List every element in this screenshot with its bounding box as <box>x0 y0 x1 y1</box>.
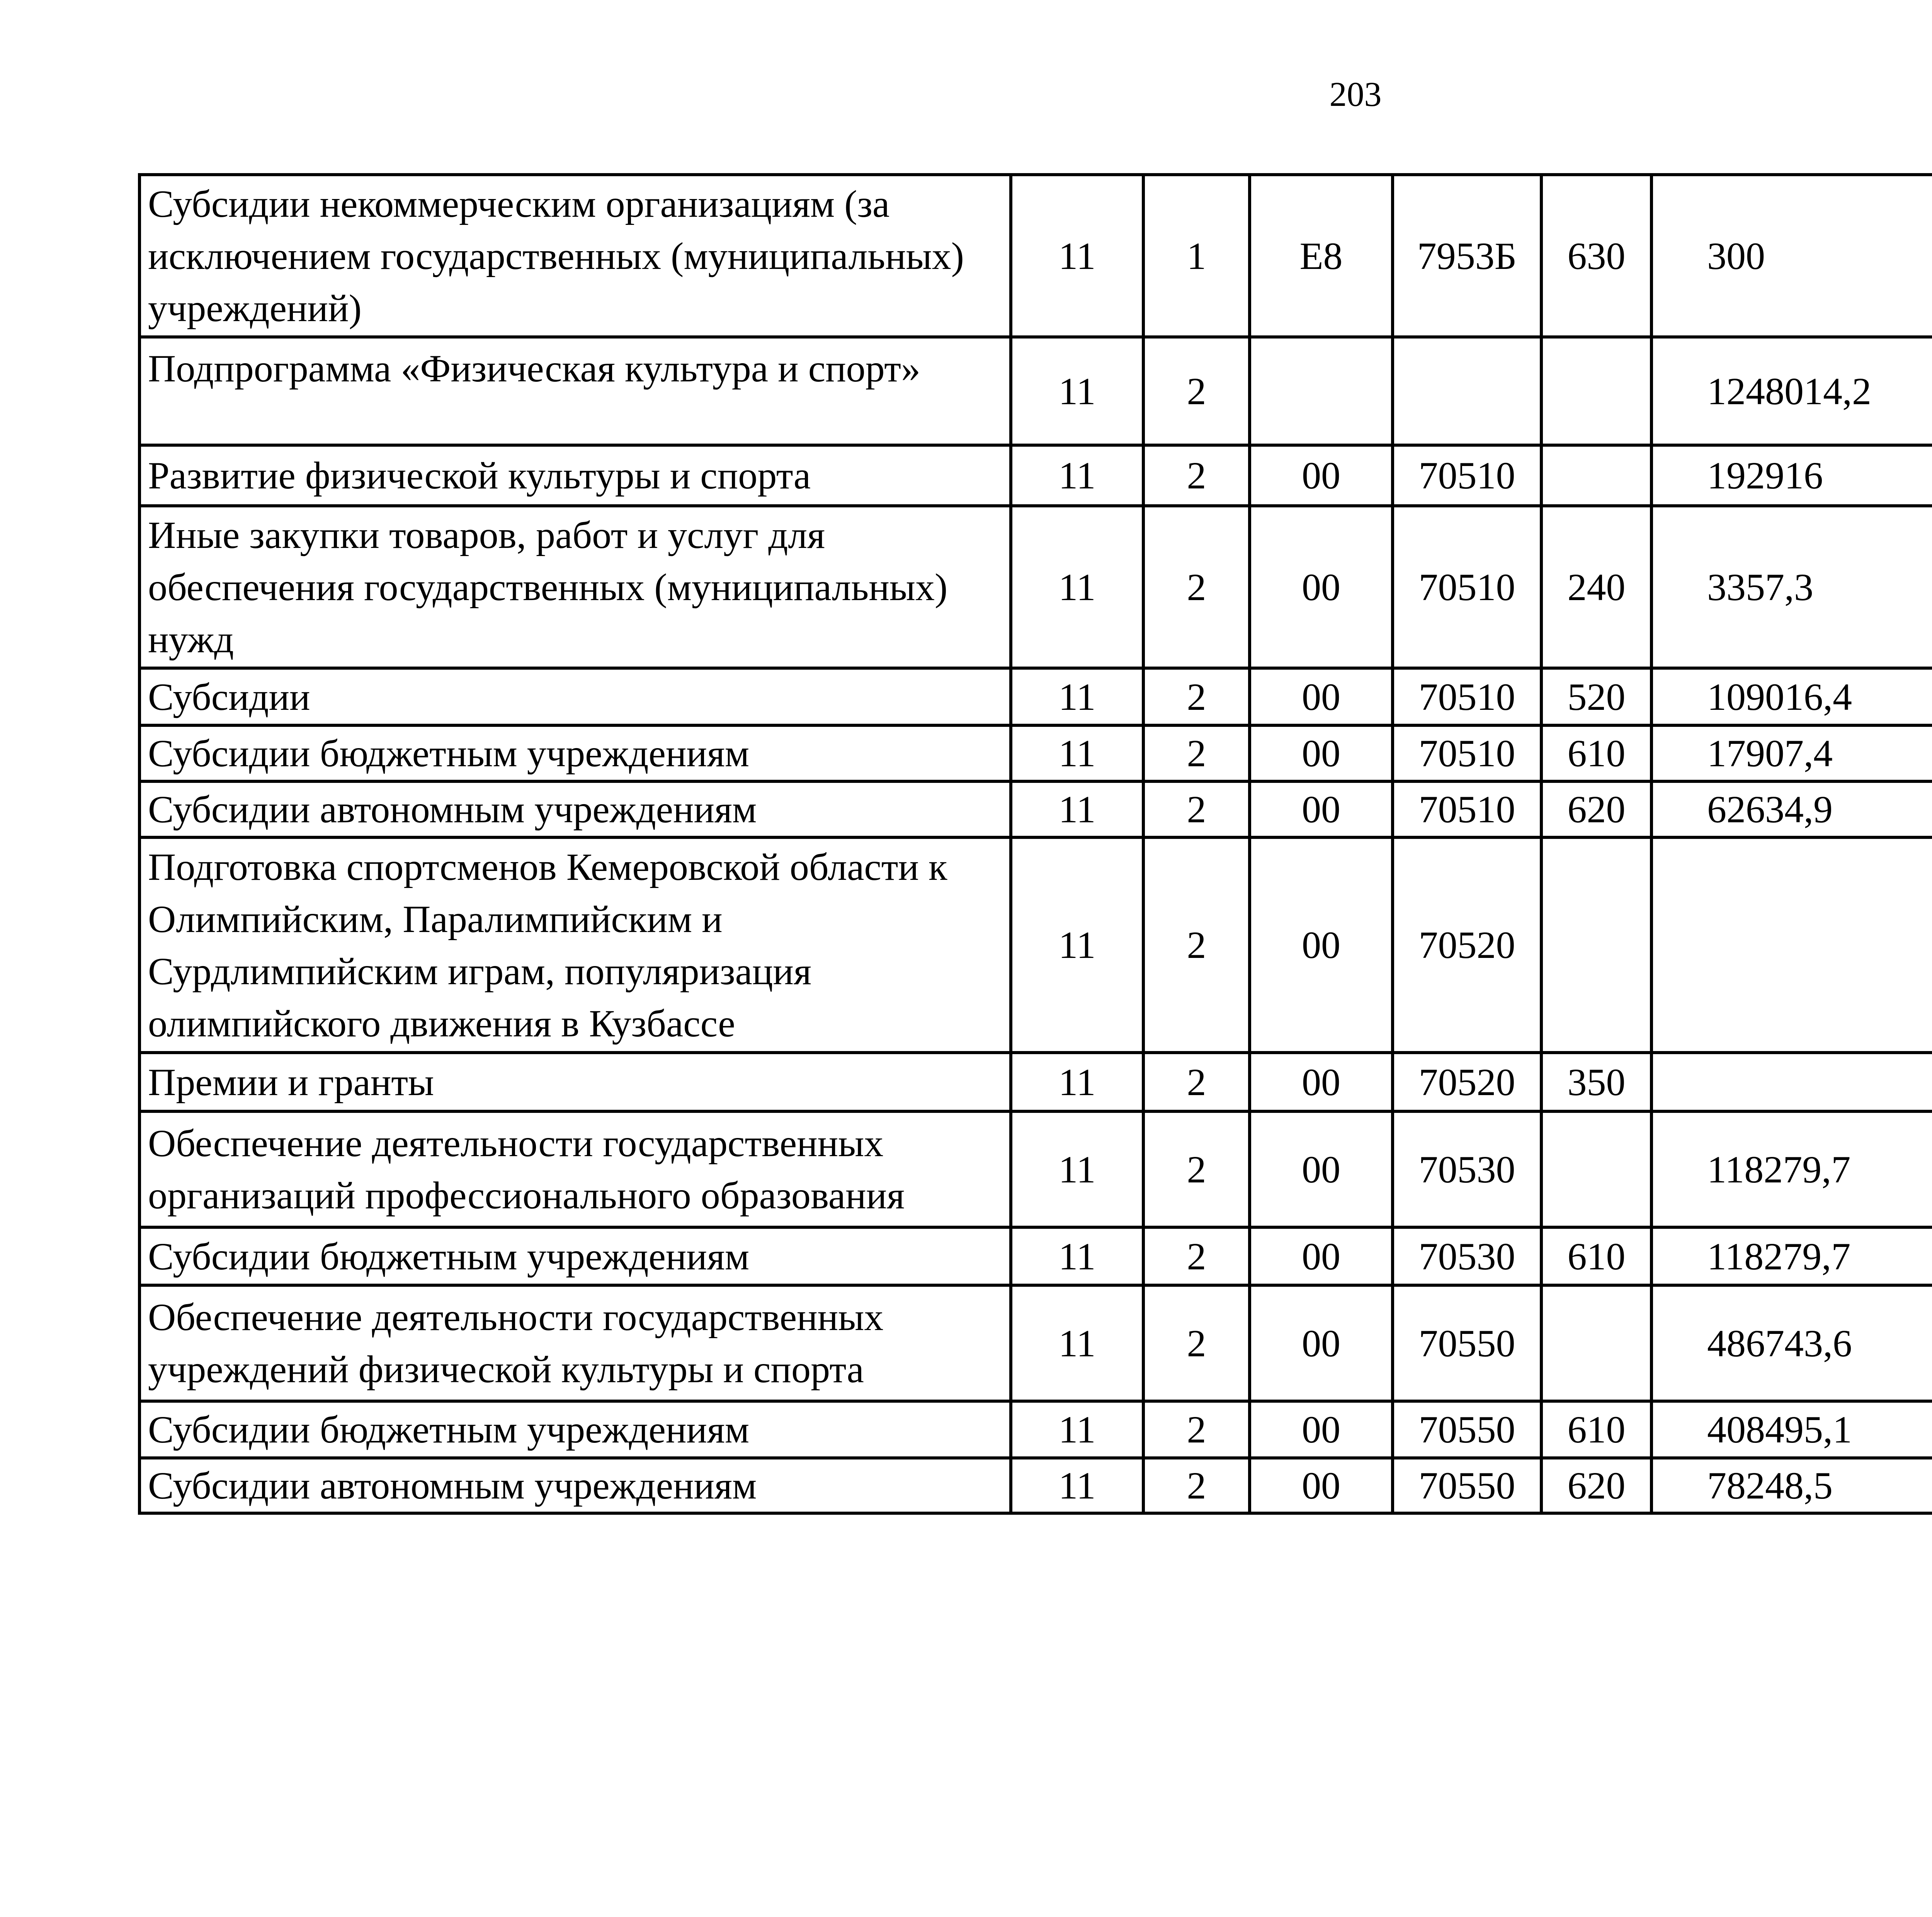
row-name: Подготовка спортсменов Кемеровской области к Олимпийским, Паралимпийским и Сурдлимпийским играм, популяризация олимпийского движения в Кузбассе <box>139 837 1011 1053</box>
row-name: Субсидии бюджетным учреждениям <box>139 1401 1011 1458</box>
program-code: 00 <box>1250 1458 1393 1513</box>
expense-type-code: 240 <box>1541 506 1651 668</box>
table-row <box>139 445 1932 506</box>
subsection-code: 2 <box>1143 1285 1250 1401</box>
amount-1: 300 <box>1651 175 1932 337</box>
section-code: 11 <box>1011 1458 1143 1513</box>
subsection-code: 2 <box>1143 781 1250 837</box>
program-code: 00 <box>1250 506 1393 668</box>
row-name: Обеспечение деятельности государственных организаций профессионального образования <box>139 1111 1011 1227</box>
table-row <box>139 1285 1932 1401</box>
expense-type-code: 350 <box>1541 1053 1651 1111</box>
subsection-code: 2 <box>1143 1111 1250 1227</box>
table-row <box>139 506 1932 668</box>
subsection-code: 2 <box>1143 668 1250 725</box>
amount-1: 1248014,2 <box>1651 337 1932 445</box>
subsection-code: 2 <box>1143 1053 1250 1111</box>
table-row <box>139 1111 1932 1227</box>
expense-type-code <box>1541 1111 1651 1227</box>
section-code: 11 <box>1011 1227 1143 1285</box>
row-name: Субсидии некоммерческим организациям (за исключением государственных (муниципальных) учреждений) <box>139 175 1011 337</box>
program-code: 00 <box>1250 445 1393 506</box>
section-code: 11 <box>1011 1053 1143 1111</box>
direction-code: 70510 <box>1393 781 1541 837</box>
program-code: 00 <box>1250 1227 1393 1285</box>
row-name: Субсидии автономным учреждениям <box>139 1458 1011 1513</box>
amount-1: 192916 <box>1651 445 1932 506</box>
row-name: Субсидии бюджетным учреждениям <box>139 725 1011 781</box>
direction-code: 70550 <box>1393 1401 1541 1458</box>
direction-code <box>1393 337 1541 445</box>
row-name: Субсидии <box>139 668 1011 725</box>
subsection-code: 2 <box>1143 506 1250 668</box>
table-row <box>139 837 1932 1053</box>
section-code: 11 <box>1011 1401 1143 1458</box>
table-row <box>139 668 1932 725</box>
direction-code: 7953Б <box>1393 175 1541 337</box>
direction-code: 70530 <box>1393 1111 1541 1227</box>
section-code: 11 <box>1011 837 1143 1053</box>
table-row <box>139 1401 1932 1458</box>
program-code: 00 <box>1250 668 1393 725</box>
subsection-code: 1 <box>1143 175 1250 337</box>
section-code: 11 <box>1011 337 1143 445</box>
page-number: 203 <box>1329 75 1382 114</box>
table-row <box>139 337 1932 445</box>
program-code: Е8 <box>1250 175 1393 337</box>
direction-code: 70510 <box>1393 668 1541 725</box>
subsection-code: 2 <box>1143 725 1250 781</box>
direction-code: 70510 <box>1393 725 1541 781</box>
direction-code: 70510 <box>1393 506 1541 668</box>
amount-1: 118279,7 <box>1651 1111 1932 1227</box>
direction-code: 70520 <box>1393 1053 1541 1111</box>
row-name: Обеспечение деятельности государственных учреждений физической культуры и спорта <box>139 1285 1011 1401</box>
amount-1: 62634,9 <box>1651 781 1932 837</box>
amount-1 <box>1651 1053 1932 1111</box>
expense-type-code: 520 <box>1541 668 1651 725</box>
subsection-code: 2 <box>1143 1401 1250 1458</box>
expense-type-code <box>1541 445 1651 506</box>
expense-type-code: 610 <box>1541 1227 1651 1285</box>
subsection-code: 2 <box>1143 1227 1250 1285</box>
direction-code: 70550 <box>1393 1458 1541 1513</box>
expense-type-code: 620 <box>1541 1458 1651 1513</box>
table-row <box>139 1053 1932 1111</box>
section-code: 11 <box>1011 175 1143 337</box>
row-name: Субсидии автономным учреждениям <box>139 781 1011 837</box>
row-name: Субсидии бюджетным учреждениям <box>139 1227 1011 1285</box>
program-code: 00 <box>1250 1111 1393 1227</box>
amount-1 <box>1651 837 1932 1053</box>
amount-1: 118279,7 <box>1651 1227 1932 1285</box>
amount-1: 3357,3 <box>1651 506 1932 668</box>
section-code: 11 <box>1011 725 1143 781</box>
amount-1: 17907,4 <box>1651 725 1932 781</box>
amount-1: 109016,4 <box>1651 668 1932 725</box>
row-name: Премии и гранты <box>139 1053 1011 1111</box>
budget-table <box>138 173 1932 1515</box>
expense-type-code: 620 <box>1541 781 1651 837</box>
expense-type-code: 610 <box>1541 1401 1651 1458</box>
program-code: 00 <box>1250 1053 1393 1111</box>
amount-1: 408495,1 <box>1651 1401 1932 1458</box>
row-name: Иные закупки товаров, работ и услуг для обеспечения государственных (муниципальных) нужд <box>139 506 1011 668</box>
program-code: 00 <box>1250 837 1393 1053</box>
subsection-code: 2 <box>1143 337 1250 445</box>
program-code: 00 <box>1250 725 1393 781</box>
subsection-code: 2 <box>1143 445 1250 506</box>
section-code: 11 <box>1011 1111 1143 1227</box>
expense-type-code: 610 <box>1541 725 1651 781</box>
program-code <box>1250 337 1393 445</box>
expense-type-code <box>1541 337 1651 445</box>
row-name: Подпрограмма «Физическая культура и спорт» <box>139 337 1011 445</box>
section-code: 11 <box>1011 668 1143 725</box>
table-row <box>139 1458 1932 1513</box>
direction-code: 70510 <box>1393 445 1541 506</box>
table-row <box>139 1227 1932 1285</box>
subsection-code: 2 <box>1143 837 1250 1053</box>
expense-type-code <box>1541 1285 1651 1401</box>
table-row <box>139 781 1932 837</box>
table-row <box>139 175 1932 337</box>
section-code: 11 <box>1011 1285 1143 1401</box>
direction-code: 70530 <box>1393 1227 1541 1285</box>
amount-1: 78248,5 <box>1651 1458 1932 1513</box>
program-code: 00 <box>1250 1285 1393 1401</box>
expense-type-code: 630 <box>1541 175 1651 337</box>
direction-code: 70550 <box>1393 1285 1541 1401</box>
amount-1: 486743,6 <box>1651 1285 1932 1401</box>
section-code: 11 <box>1011 445 1143 506</box>
subsection-code: 2 <box>1143 1458 1250 1513</box>
section-code: 11 <box>1011 506 1143 668</box>
program-code: 00 <box>1250 1401 1393 1458</box>
table-body <box>139 175 1932 1513</box>
table-row <box>139 725 1932 781</box>
section-code: 11 <box>1011 781 1143 837</box>
expense-type-code <box>1541 837 1651 1053</box>
program-code: 00 <box>1250 781 1393 837</box>
row-name: Развитие физической культуры и спорта <box>139 445 1011 506</box>
direction-code: 70520 <box>1393 837 1541 1053</box>
